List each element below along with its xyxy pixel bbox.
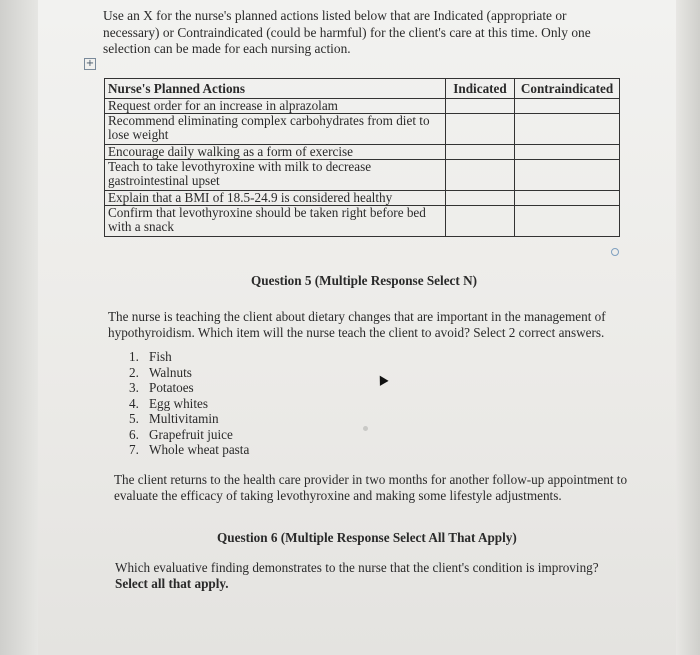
action-cell: Request order for an increase in alprazolam (105, 99, 446, 114)
option-number: 5. (129, 411, 139, 426)
action-cell: Encourage daily walking as a form of exercise (105, 145, 446, 160)
question6-instruction: Select all that apply. (115, 575, 229, 591)
contraindicated-cell[interactable] (515, 191, 620, 206)
option-number: 2. (129, 364, 139, 380)
header-contraindicated: Contraindicated (515, 79, 620, 99)
option-number: 6. (129, 426, 139, 442)
followup-line: evaluate the efficacy of taking levothyroxine and making some lifestyle adjustments. (114, 488, 562, 503)
option-number: 1. (129, 349, 139, 364)
option-number: 4. (129, 395, 139, 411)
header-actions: Nurse's Planned Actions (105, 79, 446, 99)
contraindicated-cell[interactable] (515, 145, 620, 160)
table-row (105, 206, 620, 237)
option-label: Potatoes (149, 380, 194, 395)
page-shadow-right (676, 0, 700, 655)
contraindicated-cell[interactable] (515, 160, 620, 191)
question5-options (129, 349, 249, 458)
table-resize-handle-icon[interactable] (611, 248, 619, 256)
option-label: Whole wheat pasta (149, 442, 250, 457)
question5-title: Question 5 (Multiple Response Select N) (251, 273, 478, 288)
contraindicated-cell[interactable] (515, 99, 620, 114)
action-cell: Explain that a BMI of 18.5-24.9 is considered healthy (105, 191, 446, 206)
table-row (105, 160, 620, 191)
question6-text (115, 560, 599, 591)
instruction-line: Use an X for the nurse's planned actions listed below that are Indicated (appropriate or (103, 8, 567, 23)
indicated-cell[interactable] (446, 191, 515, 206)
list-item (129, 380, 249, 396)
question6-line: Which evaluative finding demonstrates to the nurse that the client's condition is improving? (115, 560, 599, 575)
screen-speck (363, 426, 368, 431)
option-label: Fish (149, 349, 172, 364)
action-cell: Teach to take levothyroxine with milk to decrease gastrointestinal upset (105, 160, 446, 191)
indicated-cell[interactable] (446, 99, 515, 114)
instruction-line: selection can be made for each nursing action. (103, 41, 351, 56)
option-label: Multivitamin (149, 411, 219, 426)
mouse-pointer-icon (375, 373, 388, 386)
planned-actions-table (104, 78, 620, 237)
instruction-line: necessary) or Contraindicated (could be harmful) for the client's care at this time. Only one (103, 24, 591, 40)
table-row (105, 114, 620, 145)
table-row (105, 191, 620, 206)
indicated-cell[interactable] (446, 160, 515, 191)
option-number: 7. (129, 442, 139, 457)
option-number: 3. (129, 380, 139, 395)
option-label: Walnuts (149, 364, 192, 380)
page-shadow-left (0, 0, 38, 655)
list-item (129, 427, 249, 443)
instructions (103, 8, 623, 58)
question5-line: The nurse is teaching the client about dietary changes that are important in the management of (108, 309, 606, 324)
action-cell: Confirm that levothyroxine should be taken right before bed with a snack (105, 206, 446, 237)
question5-line: hypothyroidism. Which item will the nurse teach the client to avoid? Select 2 correct answers. (108, 325, 605, 340)
table-move-handle-icon[interactable]: + (85, 58, 95, 69)
list-item (129, 442, 249, 458)
indicated-cell[interactable] (446, 206, 515, 237)
followup-line: The client returns to the health care provider in two months for another follow-up appointment to (114, 472, 628, 487)
table-header-row (105, 79, 620, 99)
list-item (129, 349, 249, 365)
list-item (129, 396, 249, 412)
header-indicated: Indicated (446, 79, 515, 99)
question5-text (108, 309, 606, 341)
option-label: Grapefruit juice (149, 426, 233, 442)
option-label: Egg whites (149, 395, 208, 411)
table-row (105, 145, 620, 160)
indicated-cell[interactable] (446, 145, 515, 160)
indicated-cell[interactable] (446, 114, 515, 145)
contraindicated-cell[interactable] (515, 206, 620, 237)
table-row (105, 99, 620, 114)
list-item (129, 411, 249, 427)
list-item (129, 365, 249, 381)
contraindicated-cell[interactable] (515, 114, 620, 145)
action-cell: Recommend eliminating complex carbohydrates from diet to lose weight (105, 114, 446, 145)
followup-paragraph (114, 472, 627, 504)
question6-title: Question 6 (Multiple Response Select All That Apply) (217, 530, 517, 545)
